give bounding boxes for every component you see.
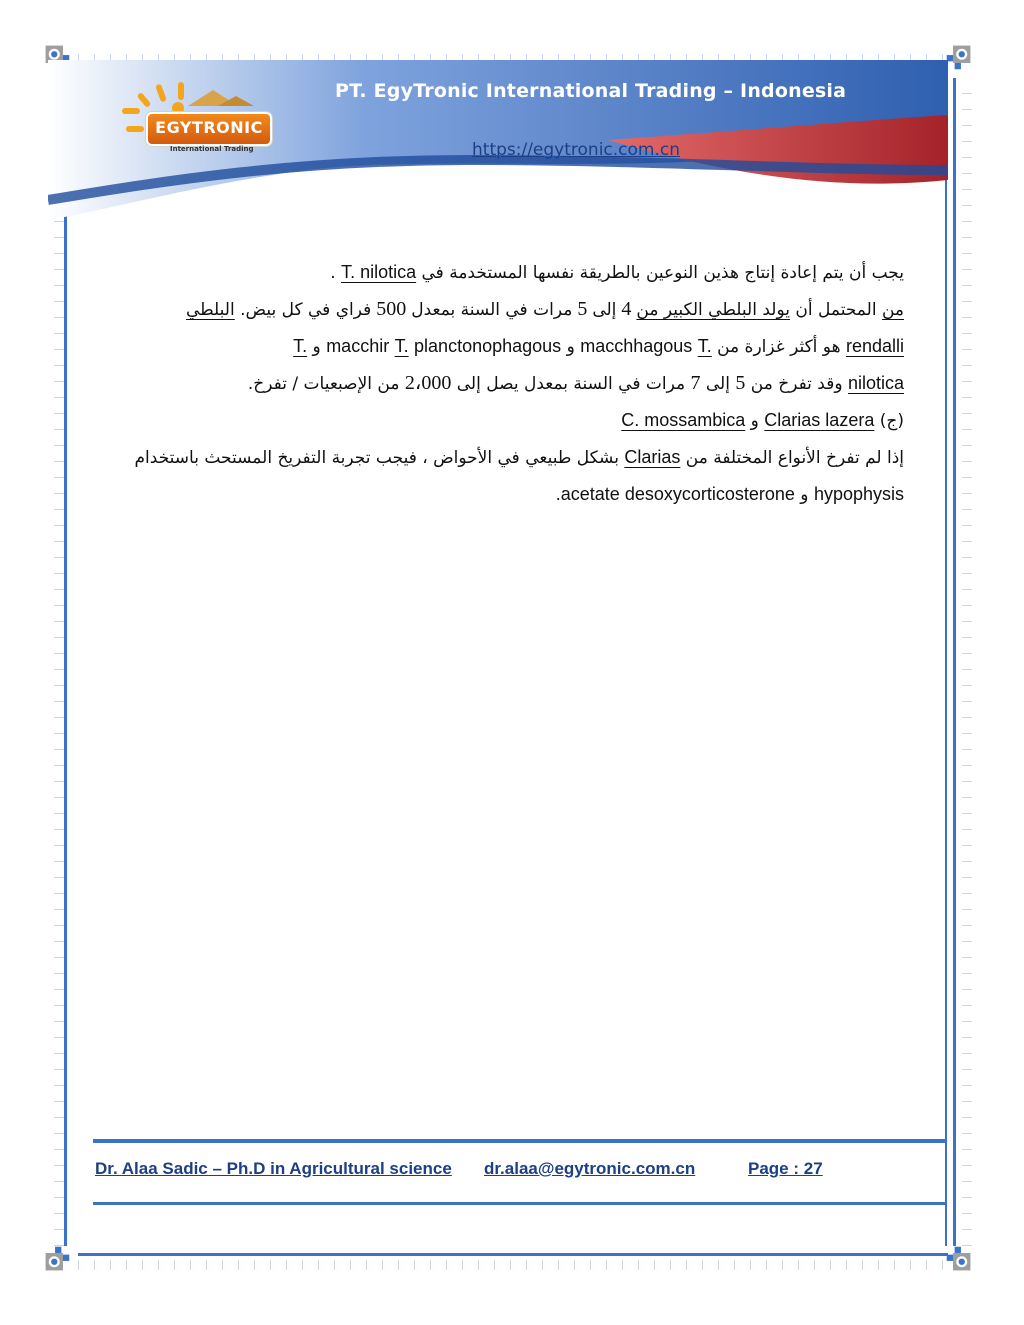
footer-email-link[interactable]: dr.alaa@egytronic.com.cn — [484, 1159, 696, 1178]
text-run: من — [881, 300, 904, 320]
text-run: وقد تفرخ من — [745, 374, 848, 394]
footer-rule-top — [93, 1139, 945, 1143]
paragraph-line-5 — [120, 402, 904, 439]
species-name: C. mossambica — [621, 410, 746, 430]
text-run: . — [330, 263, 336, 283]
ruler-bottom — [78, 1260, 948, 1270]
number: 500 — [371, 298, 412, 320]
corner-ornament-bottom-right — [942, 1242, 972, 1272]
species-name: planctonophagous — [414, 336, 562, 356]
text-run: هو أكثر غزارة من — [711, 337, 846, 357]
body-text — [120, 254, 904, 513]
number: 5 — [735, 372, 746, 394]
paragraph-line-6 — [120, 439, 904, 476]
text-run: مرات في السنة بمعدل — [411, 300, 573, 320]
frame-line-right — [953, 78, 956, 1246]
number: 2،000 — [404, 372, 452, 394]
text-run: إلى — [592, 300, 617, 320]
text-run: يولد البلطي الكبير من — [636, 300, 790, 320]
header-website-link[interactable]: https://egytronic.com.cn — [472, 140, 681, 160]
species-name: rendalli — [845, 336, 904, 356]
species-name: macchir — [326, 336, 390, 356]
hormone-name: .acetate desoxycorticosterone — [555, 484, 795, 504]
hormone-name: hypophysis — [813, 484, 904, 504]
text-run: و — [561, 337, 581, 357]
text-run: و — [307, 337, 327, 357]
number: 5 — [572, 298, 593, 320]
footer-page-number: Page : 27 — [748, 1159, 823, 1178]
text-run: إلى — [700, 374, 736, 394]
text-run: (ج) — [879, 411, 904, 431]
species-name: T. — [293, 336, 308, 356]
number: 4 — [616, 298, 637, 320]
company-logo — [146, 112, 272, 146]
text-run: البلطي — [185, 300, 235, 320]
ruler-left — [54, 78, 64, 1246]
species-name: T. — [394, 336, 409, 356]
logo-wordmark: EGYTRONIC — [155, 118, 263, 137]
ruler-right — [962, 78, 972, 1246]
text-run: من الإصبعيات / تفرخ. — [247, 374, 405, 394]
text-run: و — [745, 411, 765, 431]
species-name: Clarias lazera — [764, 410, 875, 430]
text-run: إذا لم تفرخ الأنواع المختلفة من — [680, 448, 904, 468]
species-name: Clarias — [624, 447, 681, 467]
text-run: فراي في كل بيض. — [240, 300, 372, 320]
frame-line-bottom — [78, 1253, 948, 1256]
paragraph-line-1 — [120, 254, 904, 291]
number: 7 — [690, 372, 701, 394]
paragraph-line-3 — [120, 328, 904, 365]
corner-ornament-bottom-left — [44, 1242, 74, 1272]
text-run: و — [794, 485, 814, 505]
footer-rule-bottom — [93, 1202, 945, 1205]
header-company-title: PT. EgyTronic International Trading – Indonesia — [335, 80, 847, 102]
footer-author: Dr. Alaa Sadic – Ph.D in Agricultural science — [95, 1159, 452, 1178]
text-run: المحتمل أن — [789, 300, 882, 320]
species-name: nilotica — [847, 373, 904, 393]
paragraph-line-2 — [120, 291, 904, 328]
text-run: مرات في السنة بمعدل يصل إلى — [451, 374, 691, 394]
species-name: T. nilotica — [341, 262, 417, 282]
text-run: بشكل طبيعي في الأحواض ، فيجب تجربة التفريخ المستحث باستخدام — [134, 448, 625, 468]
text-run: يجب أن يتم إعادة إنتاج هذين النوعين بالطريقة نفسها المستخدمة في — [421, 263, 904, 283]
paragraph-line-7 — [120, 476, 904, 513]
frame-line-inner-right — [945, 78, 947, 1246]
frame-line-left — [64, 78, 67, 1246]
species-name: T. — [697, 336, 712, 356]
logo-tagline: International Trading — [170, 145, 254, 153]
paragraph-line-4 — [120, 365, 904, 402]
species-name: macchhagous — [580, 336, 693, 356]
